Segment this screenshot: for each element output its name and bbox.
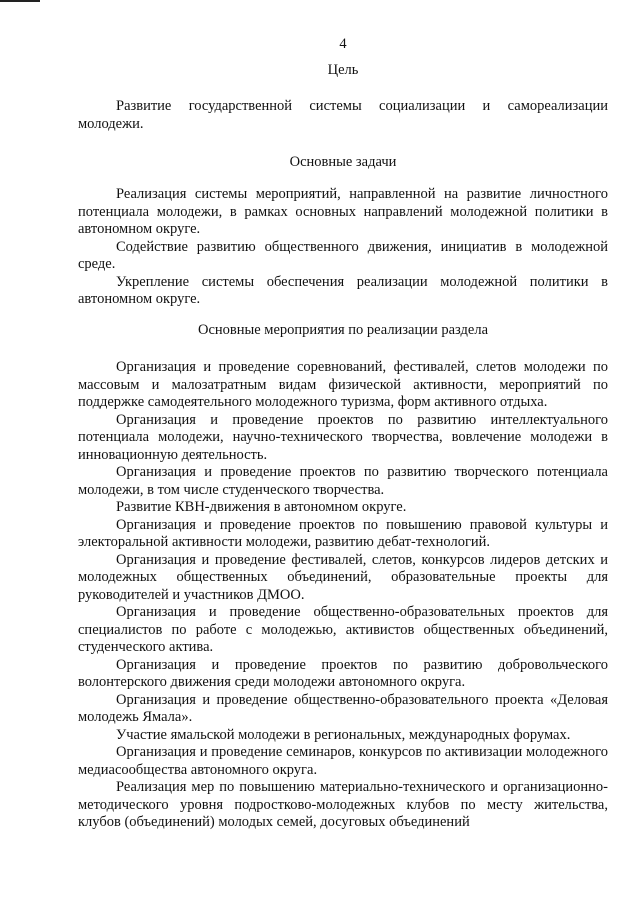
measure-item: Организация и проведение семинаров, конкурсов по активизации молодежного медиасообщества автономного округа.	[78, 744, 608, 778]
measure-item: Организация и проведение проектов по развитию творческого потенциала молодежи, в том числе студенческого творчества.	[78, 464, 608, 498]
measure-item: Развитие КВН-движения в автономном округе.	[116, 499, 407, 515]
measure-item: Реализация мер по повышению материально-технического и организационно-методического уровня подростково-молодежных клубов по месту жительства, клубов (объединений) молодых семей, досуговых объединений	[78, 779, 608, 830]
goal-text: Развитие государственной системы социализации и самореализации молодежи.	[78, 98, 608, 132]
task-item: Содействие развитию общественного движения, инициатив в молодежной среде.	[78, 238, 608, 272]
scan-corner-mark	[0, 0, 40, 2]
measure-item: Организация и проведение фестивалей, слетов, конкурсов лидеров детских и молодежных общественных объединений, образовательные проекты для руководителей и участников ДМОО.	[78, 551, 608, 603]
measure-item: Организация и проведение проектов по развитию интеллектуального потенциала молодежи, научно-технического творчества, вовлечение молодежи в инновационную деятельность.	[78, 411, 608, 463]
goal-heading: Цель	[327, 62, 359, 78]
measures-heading: Основные мероприятия по реализации раздела	[197, 322, 489, 338]
page-number: 4	[339, 36, 347, 52]
measure-item: Организация и проведение проектов по повышению правовой культуры и электоральной активности молодежи, развитию дебат-технологий.	[78, 516, 608, 550]
task-item: Реализация системы мероприятий, направленной на развитие личностного потенциала молодежи, в рамках основных направлений молодежной политики в автономном округе.	[78, 186, 608, 237]
tasks-list	[78, 186, 608, 309]
measure-item: Организация и проведение общественно-образовательного проекта «Деловая молодежь Ямала».	[78, 691, 608, 725]
measures-list	[78, 359, 608, 832]
measure-item: Организация и проведение проектов по развитию добровольческого волонтерского движения среди молодежи автономного округа.	[78, 656, 608, 690]
measure-item: Организация и проведение соревнований, фестивалей, слетов молодежи по массовым и малозатратным видам физической активности, мероприятий по поддержке самодеятельного молодежного туризма, форм активного отдыха.	[78, 359, 608, 410]
tasks-heading: Основные задачи	[289, 154, 397, 170]
measure-item: Организация и проведение общественно-образовательных проектов для специалистов по работе с молодежью, активистов общественных объединений, студенческого актива.	[78, 604, 608, 655]
task-item: Укрепление системы обеспечения реализации молодежной политики в автономном округе.	[78, 273, 608, 307]
measure-item: Участие ямальской молодежи в региональных, международных форумах.	[116, 726, 571, 743]
